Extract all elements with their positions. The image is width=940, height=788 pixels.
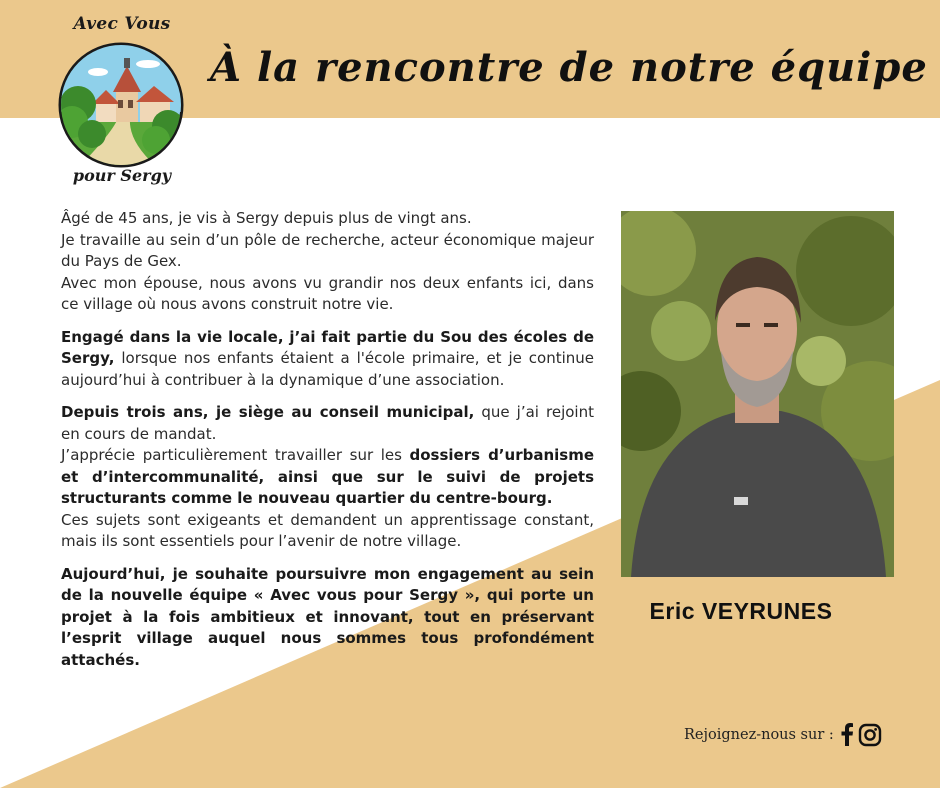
bio-emphasis: Depuis trois ans, je siège au conseil municipal, [61,403,475,421]
bio-line: Avec mon épouse, nous avons vu grandir nos deux enfants ici, dans ce village où nous avons construit notre vie. [61,273,594,313]
page-title: À la rencontre de notre équipe [210,44,928,91]
bio-paragraph-4 [61,564,594,672]
bio-emphasis: dossiers d’urbanisme et d’intercommunalité, ainsi que sur le suivi de projets structurants comme le nouveau quartier du centre-bourg. [61,446,594,507]
village-icon [58,42,184,168]
facebook-icon[interactable] [840,722,854,746]
portrait-photo [621,211,894,577]
bio-line: que j’ai rejoint en cours de mandat. [61,403,594,443]
bio-line: Ces sujets sont exigeants et demandent un apprentissage constant, mais ils sont essentiels pour l’avenir de notre village. [61,510,594,550]
bio-paragraph-2 [61,327,594,392]
logo-top-text: Avec Vous [73,14,171,34]
join-us-label: Rejoignez-nous sur : [684,727,834,743]
bio-paragraph-3 [61,402,594,553]
logo [52,14,192,194]
bio-paragraph-1 [61,208,594,316]
bio-emphasis: Engagé dans la vie locale, j’ai fait partie du Sou des écoles de Sergy, [61,327,594,367]
bio-line: J’apprécie particulièrement travailler sur les [61,446,410,464]
bio-text [61,208,594,682]
bio-emphasis: Aujourd’hui, je souhaite poursuivre mon engagement au sein de la nouvelle équipe « Avec vous pour Sergy », qui porte un projet à la fois ambitieux et innovant, tout en préservant l’esprit village auquel nous sommes tous profondément attachés. [61,564,594,669]
bio-line: lorsque nos enfants étaient a l'école primaire, et je continue aujourd’hui à contribuer à la dynamique d’une association. [61,349,594,389]
instagram-icon[interactable] [858,723,882,747]
bio-line: Âgé de 45 ans, je vis à Sergy depuis plus de vingt ans. [61,209,472,227]
member-name: Eric VEYRUNES [649,598,833,624]
logo-bottom-text: pour Sergy [72,166,172,185]
bio-line: Je travaille au sein d’un pôle de recherche, acteur économique majeur du Pays de Gex. [61,230,594,270]
